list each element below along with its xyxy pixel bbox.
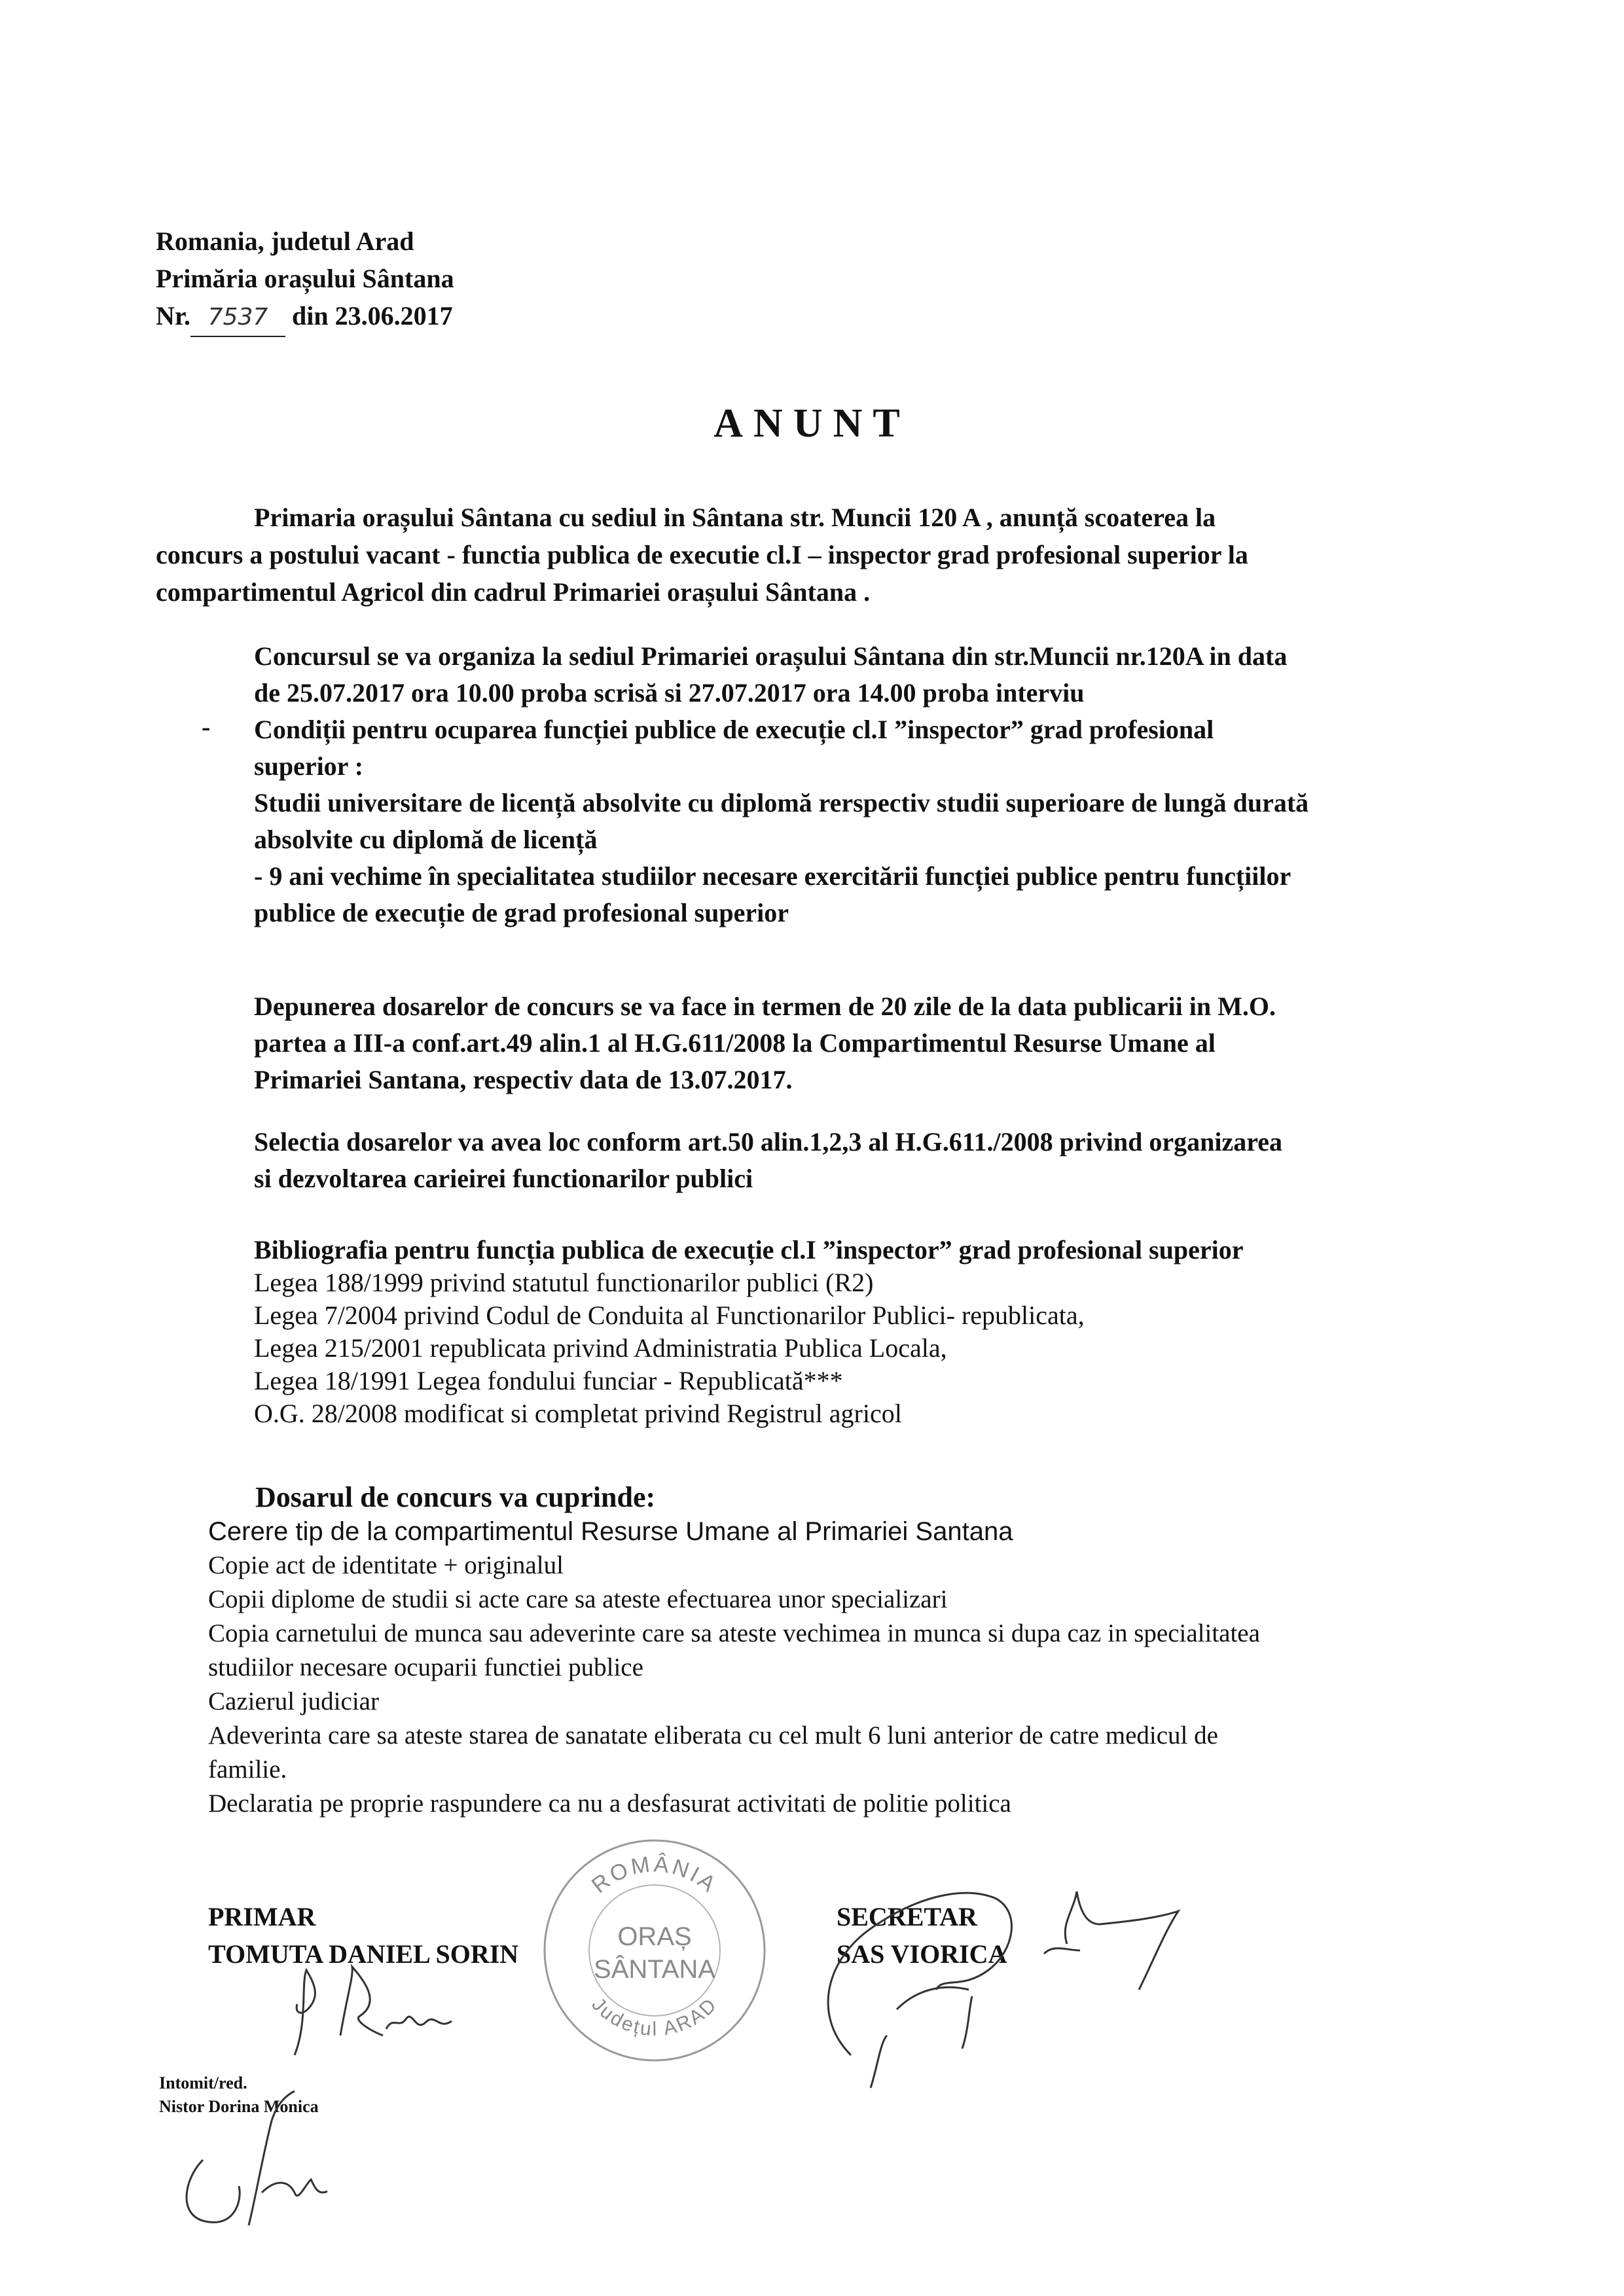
primar-title: PRIMAR	[208, 1902, 316, 1931]
primar-name: TOMUTA DANIEL SORIN	[208, 1939, 519, 1969]
intro-line-2: concurs a postului vacant - functia publica de executie cl.I – inspector grad profesional superior la	[156, 540, 1248, 569]
conditii-line-6: publice de execuție de grad profesional superior	[254, 898, 789, 927]
registration-number-handwritten: 7537	[190, 298, 285, 337]
dosar-item: studiilor necesare ocuparii functiei publice	[208, 1653, 643, 1681]
dosar-item: Copie act de identitate + originalul	[208, 1551, 564, 1579]
conditii-paragraph	[254, 711, 1471, 931]
dosar-item: Adeverinta care sa ateste starea de sanatate eliberata cu cel mult 6 luni anterior de catre medicul de	[208, 1721, 1218, 1749]
bibliography-section	[254, 1234, 1471, 1430]
dosar-item: Copii diplome de studii si acte care sa ateste efectuarea unor specializari	[208, 1585, 948, 1613]
concurs-line-1: Concursul se va organiza la sediul Primariei orașului Sântana din str.Muncii nr.120A in data	[254, 641, 1288, 671]
stamp-text-top: ROMÂNIA	[586, 1852, 723, 1899]
redactat-label: Intomit/red.	[159, 2073, 247, 2092]
dosar-item: Cerere tip de la compartimentul Resurse Umane al Primariei Santana	[208, 1517, 1013, 1546]
concurs-paragraph	[254, 638, 1471, 711]
depunere-paragraph	[254, 988, 1471, 1098]
bibliography-title: Bibliografia pentru funcția publica de execuție cl.I ”inspector” grad profesional superior	[254, 1235, 1244, 1265]
header-registration	[156, 297, 454, 337]
document-title: ANUNT	[713, 401, 911, 446]
stamp-text-bottom: Județul ARAD	[587, 1993, 722, 2041]
stamp-text-center-2: SÂNTANA	[594, 1955, 715, 1984]
selectia-line-1: Selectia dosarelor va avea loc conform art.50 alin.1,2,3 al H.G.611./2008 privind organizarea	[254, 1127, 1282, 1157]
conditii-line-3: Studii universitare de licență absolvite cu diplomă rerspectiv studii superioare de lungă durată	[254, 788, 1309, 817]
intro-line-1: Primaria orașului Sântana cu sediul in Sântana str. Muncii 120 A , anunță scoaterea la	[254, 503, 1216, 532]
depunere-line-3: Primariei Santana, respectiv data de 13.07.2017.	[254, 1065, 793, 1094]
header-institution: Primăria orașului Sântana	[156, 264, 454, 293]
selectia-paragraph	[254, 1124, 1471, 1197]
registration-date: din 23.06.2017	[285, 301, 453, 331]
secretar-title: SECRETAR	[837, 1902, 977, 1931]
conditii-bullet: -	[202, 712, 211, 742]
dosar-item: Declaratia pe proprie raspundere ca nu a desfasurat activitati de politie politica	[208, 1789, 1011, 1818]
conditii-line-5: - 9 ani vechime în specialitatea studiilor necesare exercitării funcției publice pentru funcțiilor	[254, 861, 1291, 891]
header-county: Romania, judetul Arad	[156, 226, 414, 256]
conditii-line-2: superior :	[254, 751, 364, 781]
bibliography-item: O.G. 28/2008 modificat si completat privind Registrul agricol	[254, 1399, 902, 1428]
conditii-line-4: absolvite cu diplomă de licență	[254, 825, 598, 854]
dosar-item: Copia carnetului de munca sau adeverinte care sa ateste vechimea in munca si dupa caz in specialitatea	[208, 1619, 1260, 1647]
depunere-line-2: partea a III-a conf.art.49 alin.1 al H.G.611/2008 la Compartimentul Resurse Umane al	[254, 1028, 1216, 1058]
registration-prefix: Nr.	[156, 301, 190, 331]
primar-signature	[268, 1957, 478, 2068]
secretar-signature	[746, 1793, 1218, 2101]
redactat-name: Nistor Dorina Monica	[159, 2097, 319, 2116]
secretar-name: SAS VIORICA	[837, 1939, 1007, 1969]
redactat-signature	[164, 2081, 373, 2245]
stamp-text-center-1: ORAȘ	[617, 1922, 692, 1951]
bibliography-item: Legea 188/1999 privind statutul functionarilor publici (R2)	[254, 1268, 874, 1297]
dosar-title: Dosarul de concurs va cuprinde:	[255, 1481, 656, 1513]
official-stamp	[537, 1833, 772, 2068]
depunere-line-1: Depunerea dosarelor de concurs se va face in termen de 20 zile de la data publicarii in M.O.	[254, 992, 1276, 1021]
document-header	[156, 223, 454, 337]
bibliography-item: Legea 18/1991 Legea fondului funciar - Republicată***	[254, 1366, 843, 1395]
dosar-section	[208, 1480, 1491, 1821]
bibliography-item: Legea 7/2004 privind Codul de Conduita al Functionarilor Publici- republicata,	[254, 1300, 1085, 1330]
intro-line-3: compartimentul Agricol din cadrul Primariei orașului Sântana .	[156, 577, 871, 607]
dosar-item: familie.	[208, 1755, 287, 1784]
dosar-item: Cazierul judiciar	[208, 1687, 379, 1715]
selectia-line-2: si dezvoltarea carieirei functionarilor publici	[254, 1164, 753, 1193]
bibliography-item: Legea 215/2001 republicata privind Administratia Publica Locala,	[254, 1333, 947, 1363]
concurs-line-2: de 25.07.2017 ora 10.00 proba scrisă si 27.07.2017 ora 14.00 proba interviu	[254, 678, 1085, 708]
conditii-line-1: Condiții pentru ocuparea funcției publice de execuție cl.I ”inspector” grad profesional	[254, 715, 1214, 744]
intro-paragraph	[156, 499, 1452, 611]
